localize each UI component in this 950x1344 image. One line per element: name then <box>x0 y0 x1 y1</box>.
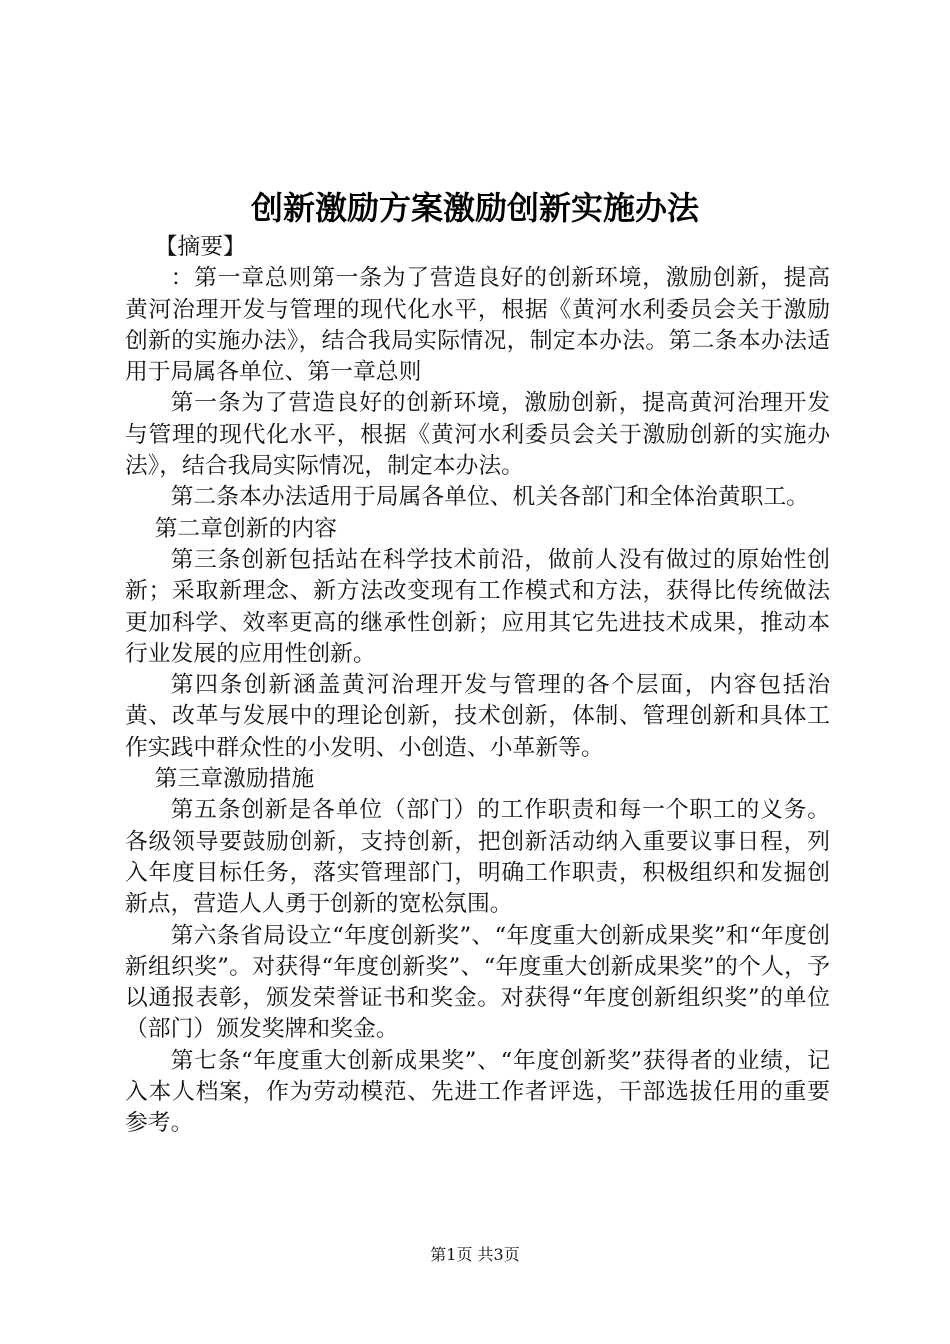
article-paragraph: 第七条“年度重大创新成果奖”、“年度创新奖”获得者的业绩，记入本人档案，作为劳动模范、先进工作者评选，干部选拔任用的重要参考。 <box>125 1047 830 1137</box>
abstract-label: 【摘要】 <box>154 234 246 260</box>
article-paragraph: 第一条为了营造良好的创新环境，激励创新，提高黄河治理开发与管理的现代化水平，根据《黄河水利委员会关于激励创新的实施办法》，结合我局实际情况，制定本办法。 <box>125 390 830 480</box>
page-footer: 第1页 共3页 <box>430 1245 520 1264</box>
article-paragraph: 第五条创新是各单位（部门）的工作职责和每一个职工的义务。各级领导要鼓励创新，支持创新，把创新活动纳入重要议事日程，列入年度目标任务，落实管理部门，明确工作职责，积极组织和发掘创新点，营造人人勇于创新的宽松氛围。 <box>125 797 830 918</box>
article-paragraph: 第四条创新涵盖黄河治理开发与管理的各个层面，内容包括治黄、改革与发展中的理论创新，技术创新，体制、管理创新和具体工作实践中群众性的小发明、小创造、小革新等。 <box>125 672 830 761</box>
chapter-heading: 第二章创新的内容 <box>154 515 337 542</box>
document-body <box>125 232 830 1140</box>
article-paragraph: 第三条创新包括站在科学技术前沿，做前人没有做过的原始性创新；采取新理念、新方法改变现有工作模式和方法，获得比传统做法更加科学、效率更高的继承性创新；应用其它先进技术成果，推动本行业发展的应用性创新。 <box>125 546 830 667</box>
article-paragraph: 第二条本办法适用于局属各单位、机关各部门和全体治黄职工。 <box>170 484 809 511</box>
abstract-paragraph: ：第一章总则第一条为了营造良好的创新环境，激励创新，提高黄河治理开发与管理的现代化水平，根据《黄河水利委员会关于激励创新的实施办法》，结合我局实际情况，制定本办法。第二条本办法适用于局属各单位、第一章总则 <box>125 265 830 386</box>
document-title: 创新激励方案激励创新实施办法 <box>250 189 699 227</box>
chapter-heading: 第三章激励措施 <box>154 766 315 793</box>
article-paragraph: 第六条省局设立“年度创新奖”、“年度重大创新成果奖”和“年度创新组织奖”。对获得“年度创新奖”、“年度重大创新成果奖”的个人，予以通报表彰，颁发荣誉证书和奖金。对获得“年度创新组织奖”的单位（部门）颁发奖牌和奖金。 <box>125 922 830 1043</box>
